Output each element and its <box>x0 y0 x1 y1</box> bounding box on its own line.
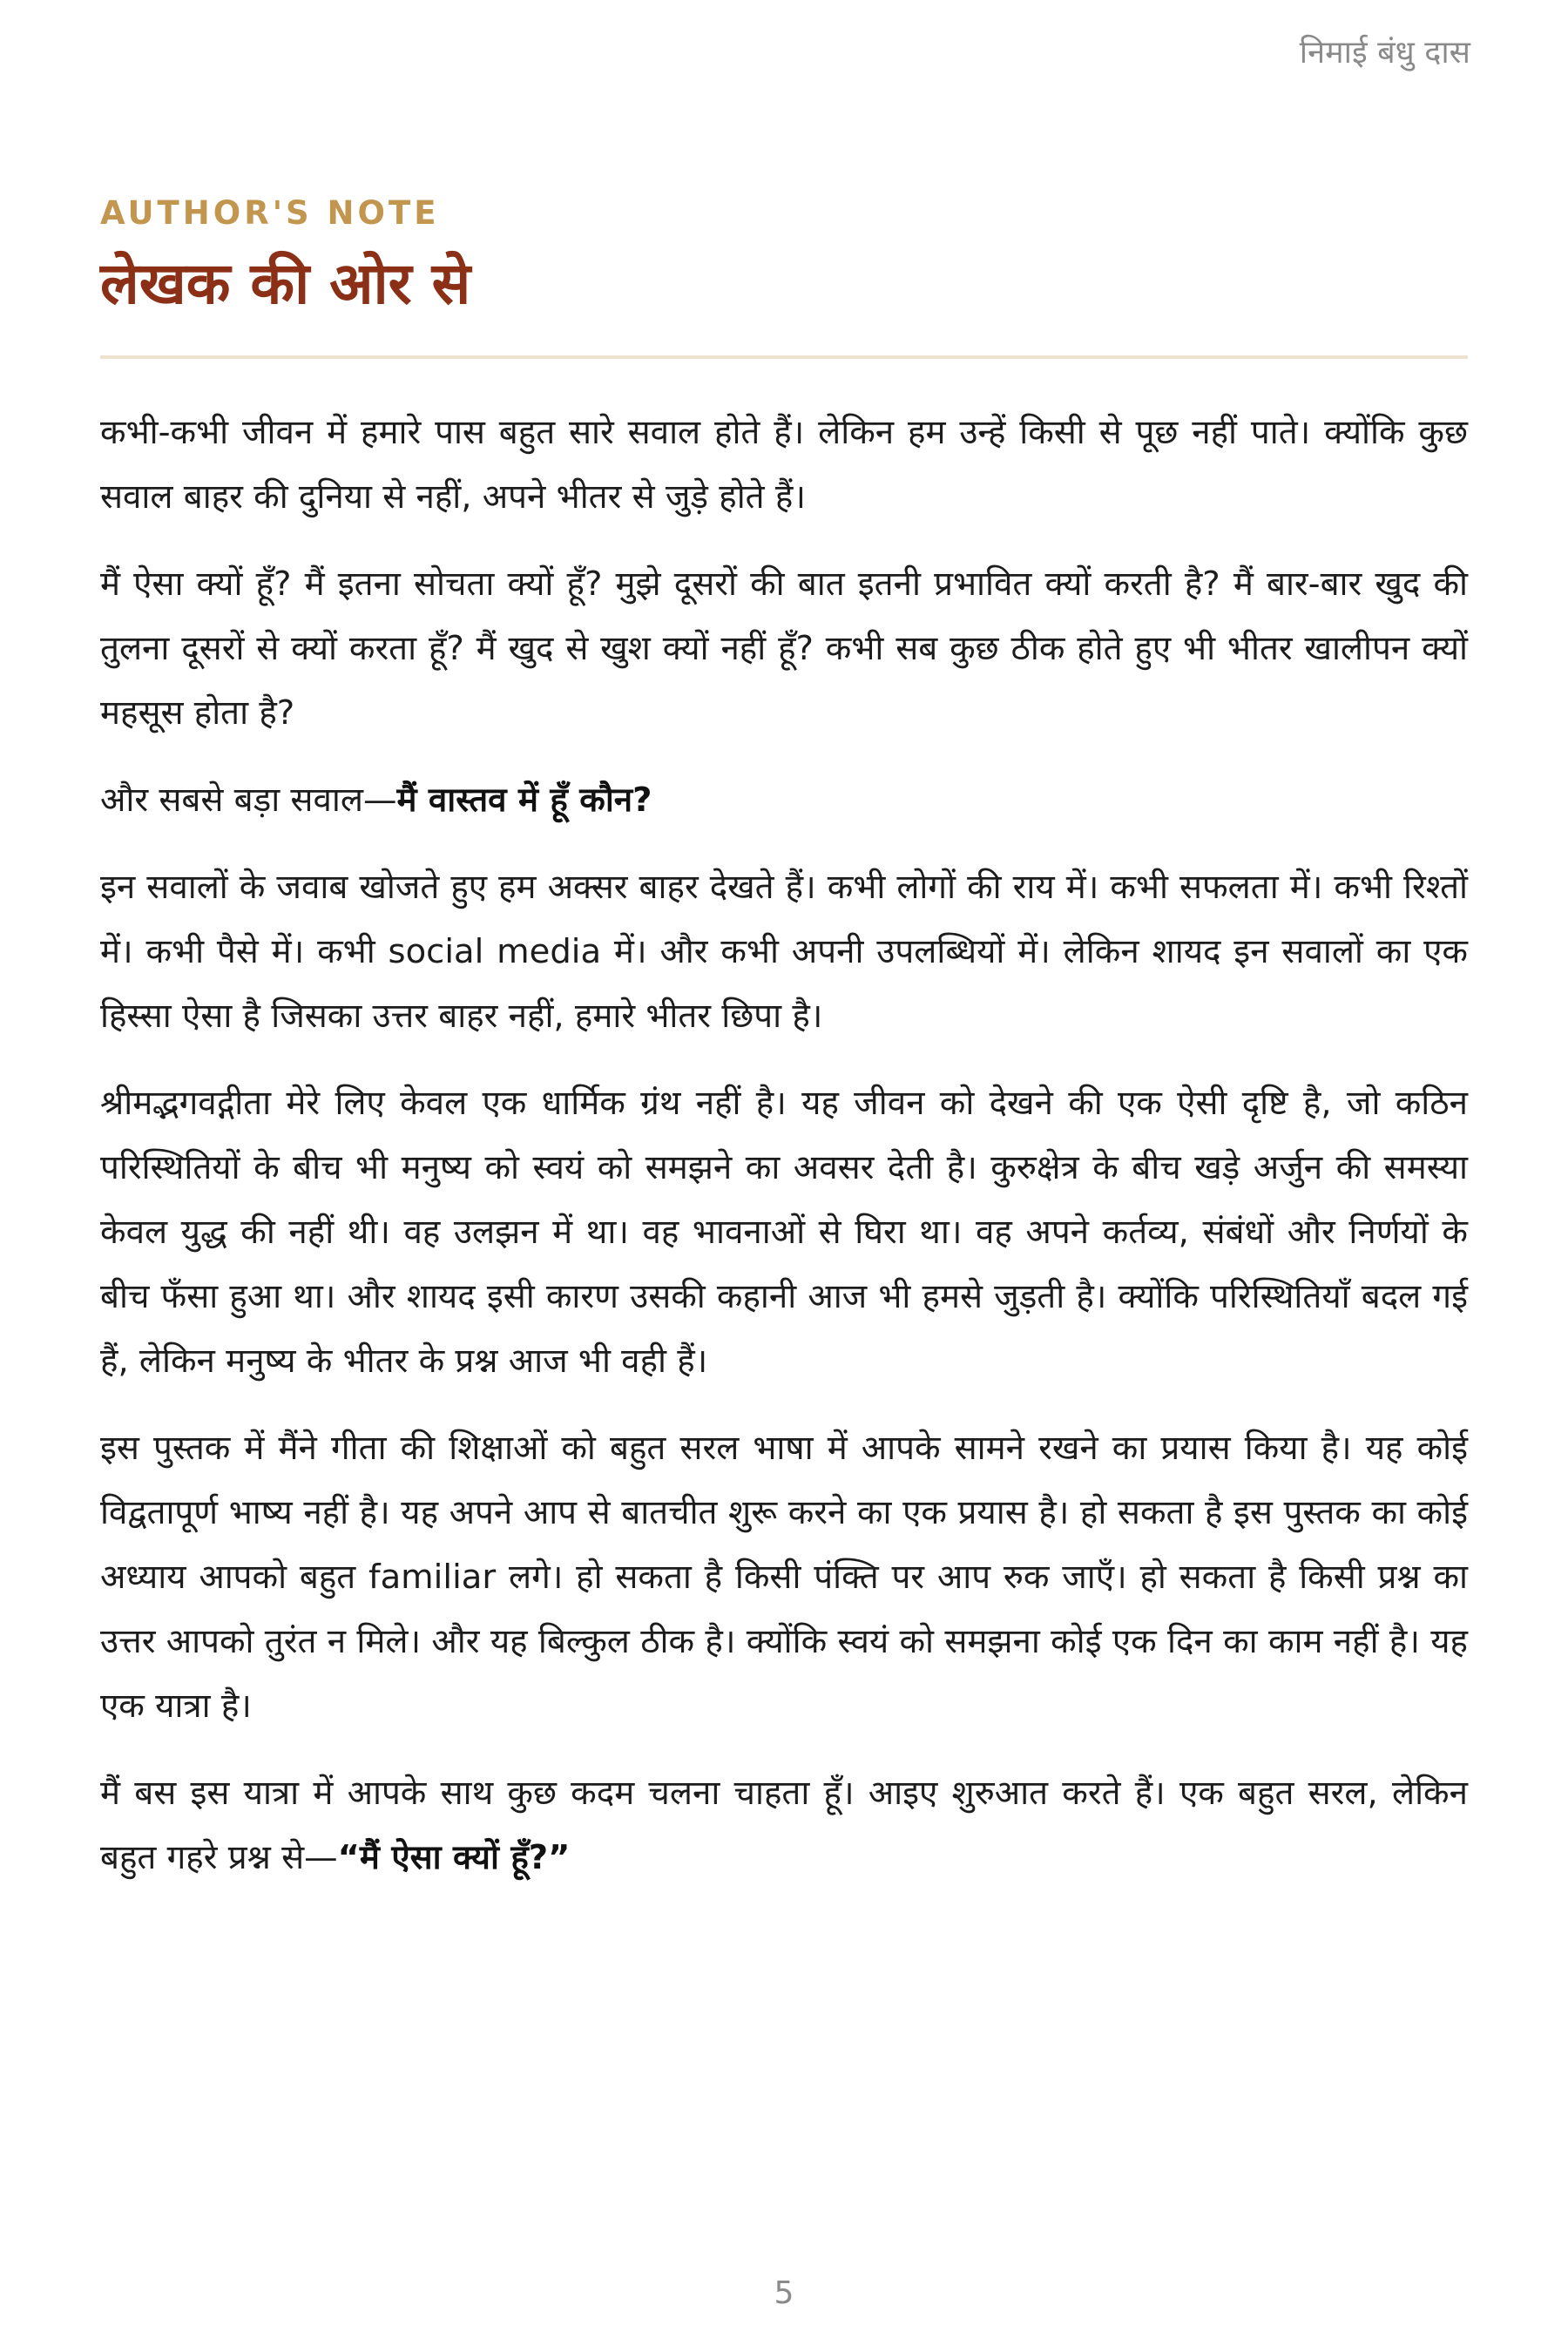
paragraph-3-emphasis: मैं वास्तव में हूँ कौन? <box>396 781 652 820</box>
section-eyebrow: AUTHOR'S NOTE <box>100 194 440 232</box>
paragraph-2: मैं ऐसा क्यों हूँ? मैं इतना सोचता क्यों हूँ? मुझे दूसरों की बात इतनी प्रभावित क्यों करती है? मैं बार-बार खुद की तुलना दूसरों से क्यों करता हूँ? मैं खुद से खुश क्यों नहीं हूँ? कभी सब कुछ ठीक होते हुए भी भीतर खालीपन क्यों महसूस होता है? <box>100 564 1468 733</box>
running-header-author: निमाई बंधु दास <box>1299 35 1470 71</box>
chapter-title: लेखक की ओर से <box>100 250 471 317</box>
paragraph-7-emphasis: “मैं ऐसा क्यों हूँ?” <box>337 1838 571 1877</box>
page-number: 5 <box>774 2275 794 2311</box>
paragraph-7-lead: मैं बस इस यात्रा में आपके साथ कुछ कदम चलना चाहता हूँ। आइए शुरुआत करते हैं। एक बहुत सरल, लेकिन बहुत गहरे प्रश्न से— <box>100 1774 1468 1877</box>
paragraph-3 <box>100 768 1468 833</box>
paragraph-6: इस पुस्तक में मैंने गीता की शिक्षाओं को बहुत सरल भाषा में आपके सामने रखने का प्रयास किया है। यह कोई विद्वतापूर्ण भाष्य नहीं है। यह अपने आप से बातचीत शुरू करने का एक प्रयास है। हो सकता है इस पुस्तक का कोई अध्याय आपको बहुत familiar लगे। हो सकता है किसी पंक्ति पर आप रुक जाएँ। हो सकता है किसी प्रश्न का उत्तर आपको तुरंत न मिले। और यह बिल्कुल ठीक है। क्योंकि स्वयं को समझना कोई एक दिन का काम नहीं है। यह एक यात्रा है। <box>100 1429 1468 1726</box>
paragraph-4: इन सवालों के जवाब खोजते हुए हम अक्सर बाहर देखते हैं। कभी लोगों की राय में। कभी सफलता में। कभी रिश्तों में। कभी पैसे में। कभी social media में। और कभी अपनी उपलब्धियों में। लेकिन शायद इन सवालों का एक हिस्सा ऐसा है जिसका उत्तर बाहर नहीं, हमारे भीतर छिपा है। <box>100 868 1468 1036</box>
paragraph-1: कभी-कभी जीवन में हमारे पास बहुत सारे सवाल होते हैं। लेकिन हम उन्हें किसी से पूछ नहीं पाते। क्योंकि कुछ सवाल बाहर की दुनिया से नहीं, अपने भीतर से जुड़े होते हैं। <box>100 413 1468 517</box>
page-content <box>100 192 1468 1913</box>
title-divider <box>100 355 1468 359</box>
paragraph-5: श्रीमद्भगवद्गीता मेरे लिए केवल एक धार्मिक ग्रंथ नहीं है। यह जीवन को देखने की एक ऐसी दृष्टि है, जो कठिन परिस्थितियों के बीच भी मनुष्य को स्वयं को समझने का अवसर देती है। कुरुक्षेत्र के बीच खड़े अर्जुन की समस्या केवल युद्ध की नहीं थी। वह उलझन में था। वह भावनाओं से घिरा था। वह अपने कर्तव्य, संबंधों और निर्णयों के बीच फँसा हुआ था। और शायद इसी कारण उसकी कहानी आज भी हमसे जुड़ती है। क्योंकि परिस्थितियाँ बदल गई हैं, लेकिन मनुष्य के भीतर के प्रश्न आज भी वही हैं। <box>100 1084 1468 1381</box>
paragraph-7 <box>100 1761 1468 1890</box>
paragraph-3-lead: और सबसे बड़ा सवाल— <box>100 781 397 820</box>
